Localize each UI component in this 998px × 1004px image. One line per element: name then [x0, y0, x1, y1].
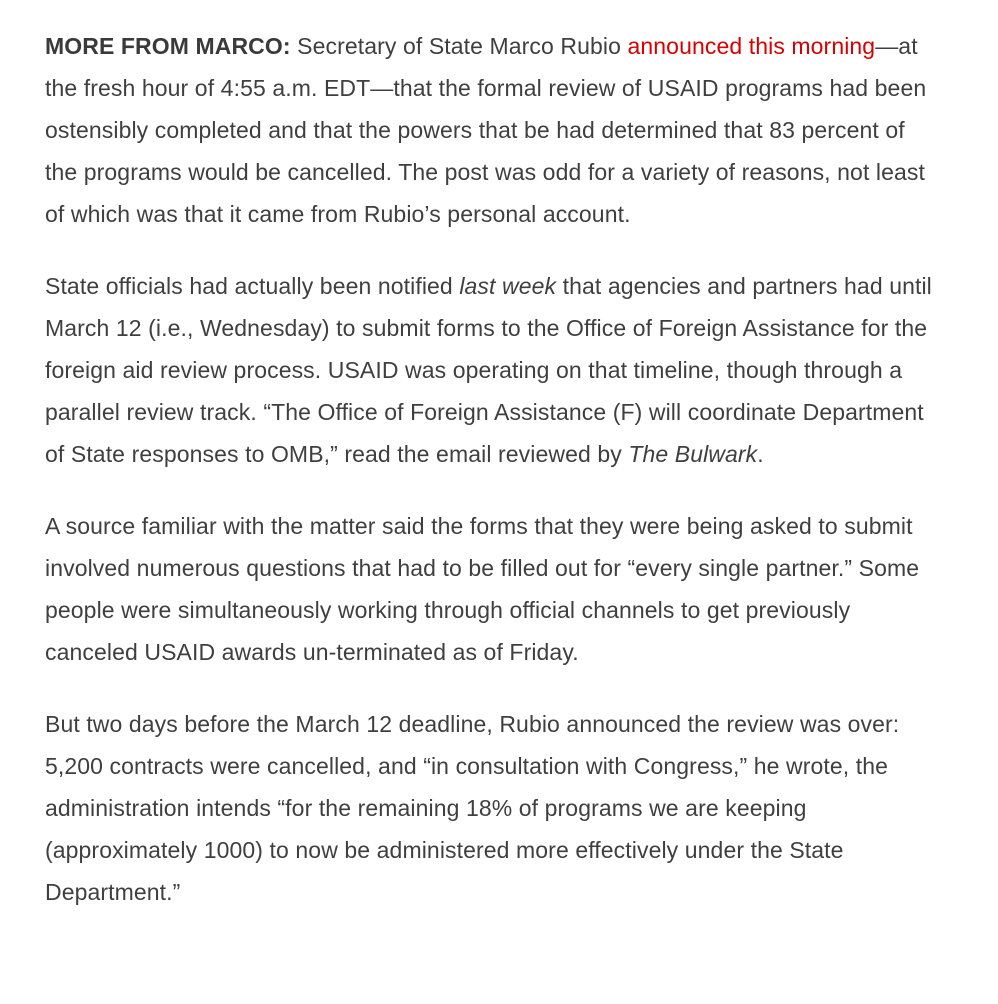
body-text: . [757, 441, 764, 467]
paragraph [45, 265, 935, 475]
body-text: A source familiar with the matter said the forms that they were being asked to submit involved numerous questions that had to be filled out for “every single partner.” Some people were simultaneously working through official channels to get previously canceled USAID awards un-terminated as of Friday. [45, 513, 920, 665]
inline-link[interactable]: announced this morning [627, 33, 876, 59]
italic-text: last week [459, 273, 557, 299]
bold-lead-in-text: MORE FROM MARCO: [45, 33, 291, 59]
body-text: —at the fresh hour of 4:55 a.m. EDT—that the formal review of USAID programs had been ostensibly completed and that the powers that be had determined that 83 percent of the programs would be cancelled. The post was odd for a variety of reasons, not least of which was that it came from Rubio’s personal account. [45, 33, 927, 227]
body-text: that agencies and partners had until March 12 (i.e., Wednesday) to submit forms to the Office of Foreign Assistance for the foreign aid review process. USAID was operating on that timeline, though through a parallel review track. “The Office of Foreign Assistance (F) will coordinate Department of State responses to OMB,” read the email reviewed by [45, 273, 932, 467]
body-text: Secretary of State Marco Rubio [290, 33, 628, 59]
paragraph [45, 505, 935, 673]
body-text: State officials had actually been notified [45, 273, 460, 299]
body-text: But two days before the March 12 deadline, Rubio announced the review was over: 5,200 contracts were cancelled, and “in consultation with Congress,” he wrote, the administration intends “for the remaining 18% of programs we are keeping (approximately 1000) to now be administered more effectively under the State Department.” [45, 711, 900, 905]
paragraph [45, 703, 935, 913]
italic-text: The Bulwark [628, 441, 758, 467]
paragraph [45, 25, 935, 235]
